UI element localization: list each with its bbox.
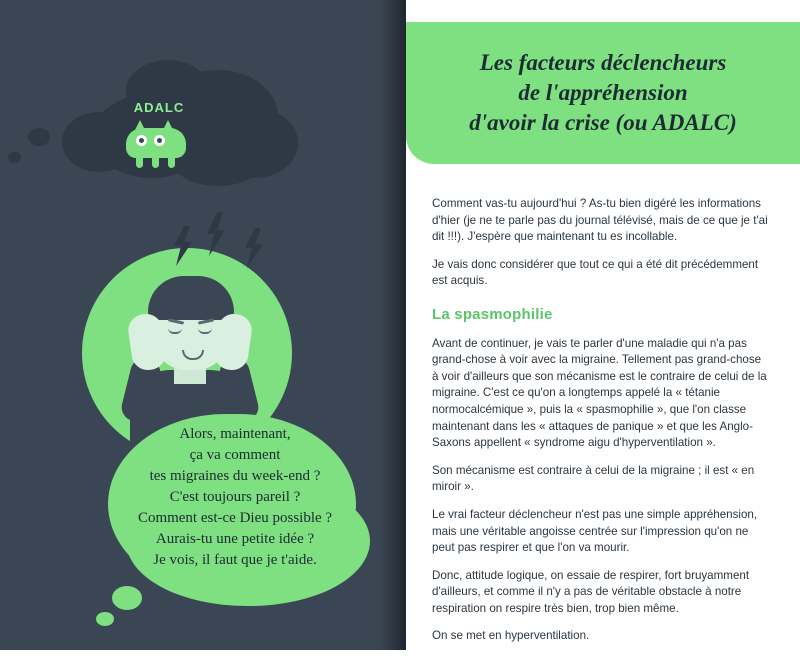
speech-line-5: Comment est-ce Dieu possible ? (137, 510, 333, 526)
paragraph-2: Je vais donc considérer que tout ce qui a été dit précédemment est acquis. (432, 257, 759, 288)
page-title (406, 22, 800, 138)
speech-line-2: ça va comment (189, 447, 281, 463)
speech-line-1: Alors, maintenant, (179, 426, 291, 442)
title-line-2: de l'appréhension (518, 80, 688, 105)
paragraph-3: Avant de continuer, je vais te parler d'une maladie qui n'a pas grand-chose à voir avec la migraine. Tellement pas grand-chose à voir d'ailleurs que son mécanisme est le contraire de celui de la migraine. C'est ce qu'on a longtemps appelé la « tétanie normocalcémique », puis la « spasmophilie », que l'on classe maintenant dans les « attaques de panique » et que les Anglo-Saxons appellent « syndrome aigu d'hyperventilation ». (432, 336, 767, 450)
adalc-label: ADALC (133, 100, 185, 115)
title-line-1: Les facteurs déclencheurs (479, 50, 727, 75)
thought-cloud-dot-small (8, 152, 21, 163)
adalc-monster-icon (118, 118, 194, 164)
thought-cloud-dot-large (28, 128, 50, 146)
speech-line-6: Aurais-tu une petite idée ? (155, 531, 315, 547)
body-column (432, 196, 770, 656)
speech-bubble-tail-large (112, 586, 142, 610)
paragraph-5: Le vrai facteur déclencheur n'est pas une simple appréhension, mais une véritable angoisse centrée sur l'impression qu'on ne peut pas respirer et que l'on va mourir. (432, 507, 758, 555)
paragraph-1: Comment vas-tu aujourd'hui ? As-tu bien digéré les informations d'hier (je ne te parle pas du journal télévisé, mais de ce que je t'ai dit !!!). J'espère que maintenant tu es incollable. (432, 197, 768, 244)
chapter-title-band (406, 22, 800, 164)
section-subtitle: La spasmophilie (432, 305, 553, 323)
speech-bubble-text (104, 424, 366, 571)
paragraph-4: Son mécanisme est contraire à celui de la migraine ; il est « en miroir ». (432, 463, 755, 494)
speech-bubble-tail-small (96, 612, 114, 626)
speech-line-3: tes migraines du week-end ? (149, 468, 321, 484)
paragraph-7: On se met en hyperventilation. (432, 629, 590, 643)
title-line-3: d'avoir la crise (ou ADALC) (469, 110, 737, 135)
right-page-text (406, 0, 800, 650)
speech-line-4: C'est toujours pareil ? (169, 489, 301, 505)
speech-line-7: Je vois, il faut que je t'aide. (153, 552, 317, 568)
paragraph-6: Donc, attitude logique, on essaie de respirer, fort bruyamment d'ailleurs, et comme il n'y a pas de véritable obstacle à notre respiration on respire très bien, trop bien même. (432, 568, 750, 615)
